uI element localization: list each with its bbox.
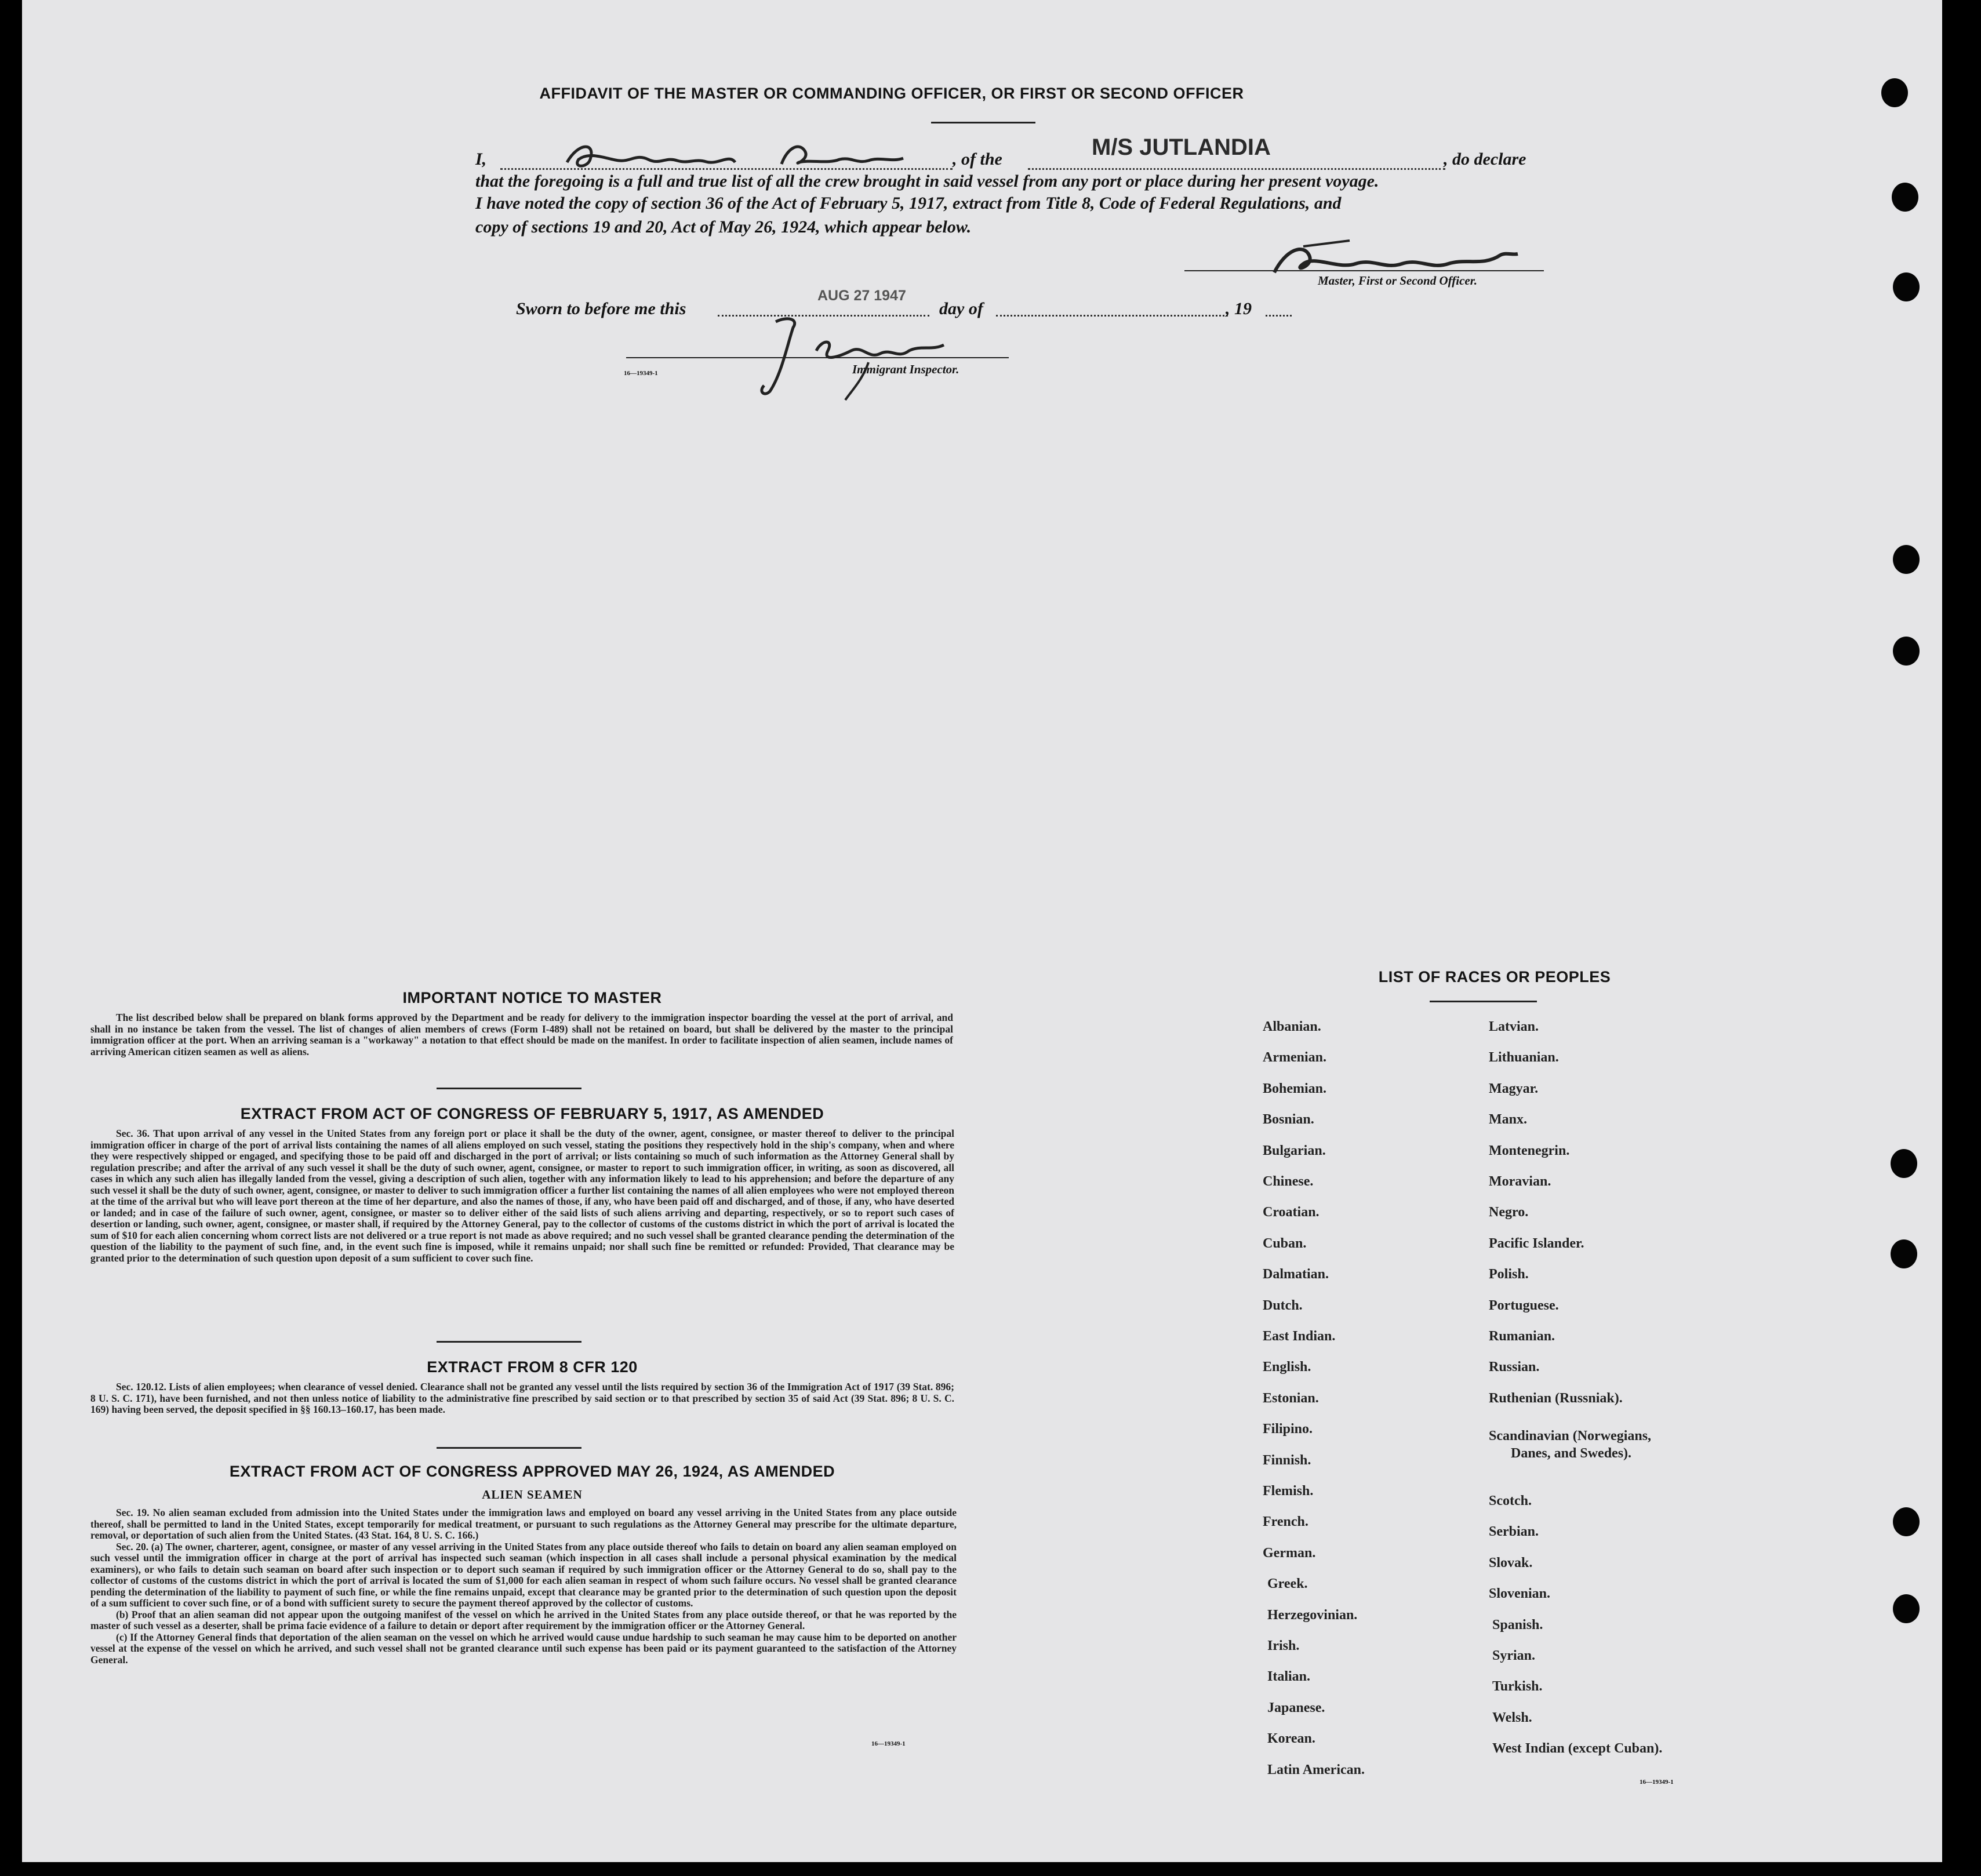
race-item: Flemish. xyxy=(1263,1484,1314,1499)
month-line xyxy=(996,315,1228,317)
inspector-line xyxy=(626,357,1009,358)
extract-cfr-title: EXTRACT FROM 8 CFR 120 xyxy=(427,1358,638,1376)
race-item: Dutch. xyxy=(1263,1297,1303,1313)
punch-hole xyxy=(1891,1149,1917,1178)
vessel-line xyxy=(1028,168,1445,170)
of-the-label: , of the xyxy=(953,150,1002,169)
race-item: Estonian. xyxy=(1263,1390,1319,1406)
race-item: Chinese. xyxy=(1263,1174,1314,1189)
extract-1924-title: EXTRACT FROM ACT OF CONGRESS APPROVED MAY 26, 1924, AS AMENDED xyxy=(229,1463,835,1480)
notice-body xyxy=(90,1012,953,1057)
race-item: Italian. xyxy=(1267,1669,1311,1685)
race-item: Welsh. xyxy=(1492,1710,1532,1725)
signer-caption: Master, First or Second Officer. xyxy=(1318,274,1477,288)
notice-title: IMPORTANT NOTICE TO MASTER xyxy=(402,989,662,1006)
sec-36-text: Sec. 36. That upon arrival of any vessel in the United States from any foreign port or place it shall be the duty of the owner, agent, consignee, or master thereof to deliver to the principal immigration officer in charge of the port of arrival lists containing the names of all aliens employed on such vessel, stating the positions they respectively hold in the ship's company, when and where they were respectively shipped or engaged, and specifying those to be paid off and discharged in the port of arrival; or lists containing so much of such information as the Attorney General shall by regulation prescribe; and after the arrival of any such vessel it shall be the duty of such owner, agent, consignee, or master to report to such immigration officer, in writing, as soon as discovered, all cases in which any such alien has illegally landed from the vessel, giving a description of such alien, together with any information likely to lead to his apprehension; and before the departure of any such vessel it shall be the duty of such owner, agent, consignee, or master to deliver to such immigration officer a further list containing the names of all alien employees who were not employed thereon at the time of the arrival but who will leave port thereon at the time of her departure, and also the names of those, if any, who have been paid off and discharged, and of those, if any, who have deserted or landed; and in case of the failure of such owner, agent, consignee, or master so to deliver either of the said lists of such aliens arriving and departing, respectively, or so to report such cases of desertion or landing, such owner, agent, consignee, or master shall, if required by the Attorney General, pay to the collector of customs of the customs district in which the port of arrival is located the sum of $10 for each alien concerning whom correct lists are not delivered or a true report is not made as above required; and no such vessel shall be granted clearance pending the determination of the question of the liability to the payment of such fine, and, in the event such fine is imposed, while it remains unpaid; nor shall such fine be remitted or refunded: Provided, That clearance may be granted prior to the determination of such question upon deposit of a sum sufficient to cover such fine. xyxy=(90,1128,954,1264)
race-item: Ruthenian (Russniak). xyxy=(1489,1390,1623,1406)
affidavit-form-number: 16—19349-1 xyxy=(624,370,658,377)
race-item: Albanian. xyxy=(1263,1019,1321,1034)
race-item: Spanish. xyxy=(1492,1617,1543,1633)
affidavit-i-label: I, xyxy=(475,150,487,169)
divider xyxy=(931,122,1035,123)
race-item: East Indian. xyxy=(1263,1329,1336,1344)
race-item: Finnish. xyxy=(1263,1452,1311,1468)
race-item: Cuban. xyxy=(1263,1235,1307,1251)
race-item: Russian. xyxy=(1489,1359,1540,1375)
race-item: Polish. xyxy=(1489,1267,1529,1282)
race-item: Danes, and Swedes). xyxy=(1511,1446,1632,1461)
race-item: Filipino. xyxy=(1263,1421,1313,1437)
extract-1924-body xyxy=(90,1507,957,1666)
race-item: German. xyxy=(1263,1545,1316,1561)
race-item: Turkish. xyxy=(1492,1679,1543,1695)
divider xyxy=(437,1341,581,1343)
race-item: Moravian. xyxy=(1489,1174,1551,1189)
race-item: Magyar. xyxy=(1489,1081,1539,1096)
punch-hole xyxy=(1892,183,1918,212)
race-item: Croatian. xyxy=(1263,1205,1320,1220)
punch-hole xyxy=(1881,78,1908,107)
punch-hole xyxy=(1893,1594,1920,1623)
document-page xyxy=(22,0,1942,1862)
punch-hole xyxy=(1893,1507,1920,1536)
do-declare-label: , do declare xyxy=(1444,150,1526,169)
race-item: Herzegovinian. xyxy=(1267,1607,1358,1623)
race-item: Bohemian. xyxy=(1263,1081,1327,1096)
race-item: Bosnian. xyxy=(1263,1112,1314,1128)
sec-120-12-text: Sec. 120.12. Lists of alien employees; when clearance of vessel denied. Clearance shall not be granted any vessel until the lists required by section 36 of the Immigration Act of 1917 (39 Stat. 896; 8 U. S. C. 171), have been furnished, and not then unless notice of liability to the administrative fine prescribed by said section or to that prescribed by section 35 of said Act (39 Stat. 896; 8 U. S. C. 169) having been served, the deposit specified in §§ 160.13–160.17, has been made. xyxy=(90,1381,954,1415)
sec-20c-text: (c) If the Attorney General finds that deportation of the alien seaman on the vessel on which he arrived would cause undue hardship to such seaman he may cause him to be deported on another vessel at the expense of the vessel on which he arrived, and such vessel shall not be granted clearance until such expense has been paid or its payment guaranteed to the satisfaction of the Attorney General. xyxy=(90,1631,957,1666)
race-item: Syrian. xyxy=(1492,1648,1536,1663)
divider xyxy=(1430,1001,1537,1002)
race-item: Serbian. xyxy=(1489,1524,1539,1540)
divider xyxy=(437,1088,581,1089)
race-item: Irish. xyxy=(1267,1638,1300,1653)
race-item: French. xyxy=(1263,1514,1308,1530)
affidavit-line-2: that the foregoing is a full and true list of all the crew brought in said vessel from any port or place during her present voyage. xyxy=(475,172,1379,191)
sec-20a-text: Sec. 20. (a) The owner, charterer, agent, consignee, or master of any vessel arriving in the United States from any place outside thereof who fails to detain on board any alien seaman employed on such vessel until the immigration officer in charge at the port of arrival has inspected such seaman (which inspection in all cases shall include a personal physical examination by the medical examiners), or who fails to detain such seaman on board after such inspection or to deport such seaman if required by such immigration officer or the Attorney General to do so, shall pay to the collector of customs of the customs district in which the port of arrival is located the sum of $1,000 for each alien seaman in respect of whom such failure occurs. No vessel shall be granted clearance pending the determination of the liability to payment of such fine, or while the fine remains unpaid, except that clearance may be granted prior to the determination of such question upon the deposit of a sum sufficient to cover such fine, or of a bond with sufficient surety to secure the payment thereof approved by the collector of customs. xyxy=(90,1540,957,1609)
punch-hole xyxy=(1893,545,1920,574)
race-item: Slovak. xyxy=(1489,1555,1533,1570)
race-item: Greek. xyxy=(1267,1576,1308,1592)
race-item: Japanese. xyxy=(1267,1700,1325,1715)
extract-1917-title: EXTRACT FROM ACT OF CONGRESS OF FEBRUARY 5, 1917, AS AMENDED xyxy=(240,1105,824,1122)
divider xyxy=(437,1447,581,1449)
race-item: Armenian. xyxy=(1263,1050,1326,1066)
extract-1924-subtitle: ALIEN SEAMEN xyxy=(482,1488,583,1501)
affidavit-line-4: copy of sections 19 and 20, Act of May 26, 1924, which appear below. xyxy=(475,217,972,237)
extract-cfr-body xyxy=(90,1381,954,1416)
race-item: Latvian. xyxy=(1489,1019,1539,1034)
race-item: Bulgarian. xyxy=(1263,1143,1326,1158)
year-label: , 19 xyxy=(1226,299,1252,318)
punch-hole xyxy=(1893,637,1920,666)
sworn-label: Sworn to before me this xyxy=(516,299,686,318)
notice-text: The list described below shall be prepared on blank forms approved by the Department and be ready for delivery to the immigration inspector boarding the vessel at the port of arrival, and shall in no instance be taken from the vessel. The list of changes of alien members of crews (Form I-489) shall not be retained on board, but shall be delivered by the master to the principal immigration officer at the port. When an arriving seaman is a "workaway" a notation to that effect should be made on the manifest. In order to facilitate inspection of alien seamen, include names of arriving American citizen seamen as well as aliens. xyxy=(90,1012,953,1057)
race-item: Korean. xyxy=(1267,1731,1315,1747)
race-item: English. xyxy=(1263,1359,1311,1375)
punch-hole xyxy=(1891,1239,1917,1268)
race-item: Manx. xyxy=(1489,1112,1527,1128)
vessel-name: M/S JUTLANDIA xyxy=(1092,134,1271,160)
race-item: Pacific Islander. xyxy=(1489,1235,1584,1251)
punch-hole xyxy=(1893,272,1920,301)
races-title: LIST OF RACES OR PEOPLES xyxy=(1378,968,1611,986)
race-item: Dalmatian. xyxy=(1263,1267,1329,1282)
race-item: Portuguese. xyxy=(1489,1297,1559,1313)
race-item: Scotch. xyxy=(1489,1493,1532,1508)
race-item: Lithuanian. xyxy=(1489,1050,1559,1066)
signature-line xyxy=(1184,270,1544,271)
race-item: Negro. xyxy=(1489,1205,1529,1220)
sec-19-text: Sec. 19. No alien seaman excluded from admission into the United States under the immigration laws and employed on board any vessel arriving in the United States from any place outside thereof, shall be permitted to land in the United States, except temporarily for medical treatment, or pursuant to such regulations as the Attorney General may prescribe for the ultimate departure, removal, or deportation of such alien from the United States. (43 Stat. 164, 8 U. S. C. 166.) xyxy=(90,1507,957,1541)
sworn-date-stamp: AUG 27 1947 xyxy=(817,288,906,304)
races-form-number: 16—19349-1 xyxy=(1640,1779,1674,1786)
affidavit-title: AFFIDAVIT OF THE MASTER OR COMMANDING OFFICER, OR FIRST OR SECOND OFFICER xyxy=(539,85,1244,102)
extract-1917-body xyxy=(90,1128,954,1264)
affidavit-line-3: I have noted the copy of section 36 of the Act of February 5, 1917, extract from Title 8, Code of Federal Regulations, and xyxy=(475,194,1342,213)
inspector-signature xyxy=(735,304,955,403)
race-item: Rumanian. xyxy=(1489,1329,1555,1344)
sec-20b-text: (b) Proof that an alien seaman did not appear upon the outgoing manifest of the vessel on which he arrived in the United States from any place outside thereof, or that he was reported by the master of such vessel as a deserter, shall be prima facie evidence of a failure to detain or deport after requirement by the immigration officer or the Attorney General. xyxy=(90,1608,957,1631)
race-item: West Indian (except Cuban). xyxy=(1492,1741,1663,1757)
race-item: Scandinavian (Norwegians, xyxy=(1489,1428,1652,1444)
extract-form-number: 16—19349-1 xyxy=(871,1740,906,1747)
day-of-label: day of xyxy=(939,299,983,318)
race-item: Slovenian. xyxy=(1489,1586,1551,1602)
inspector-caption: Immigrant Inspector. xyxy=(852,362,959,376)
master-name-handwriting xyxy=(555,136,961,177)
year-line xyxy=(1266,315,1292,317)
race-item: Montenegrin. xyxy=(1489,1143,1570,1158)
race-item: Latin American. xyxy=(1267,1762,1365,1777)
